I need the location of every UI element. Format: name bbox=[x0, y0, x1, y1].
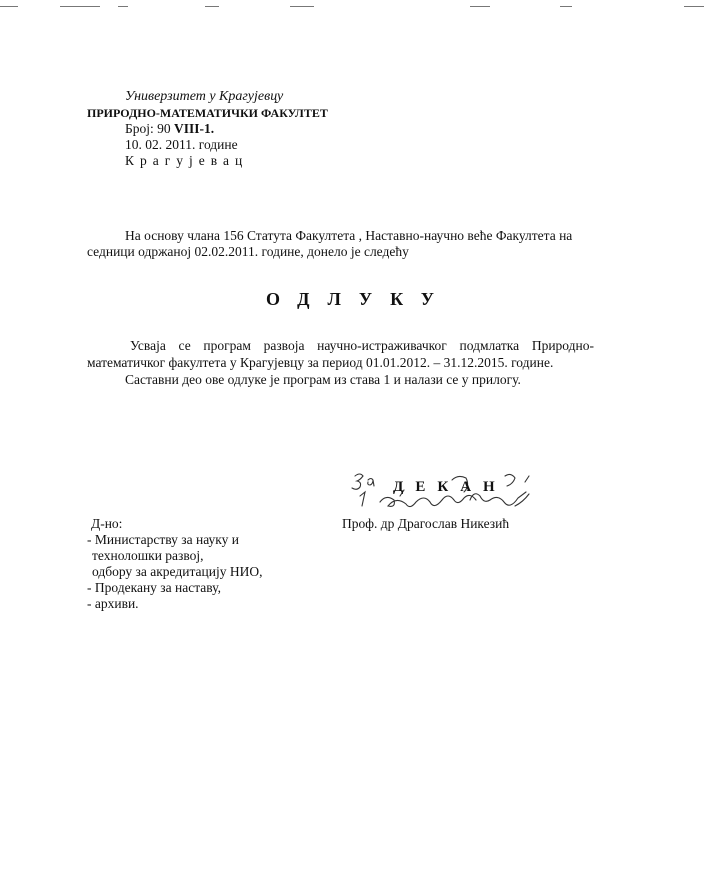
scan-artifact bbox=[205, 6, 219, 7]
preamble-line-2: седници одржаној 02.02.2011. године, донело је следећу bbox=[87, 244, 409, 259]
body-line-3: Саставни део ове одлуке је програм из става 1 и налази се у прилогу. bbox=[125, 372, 521, 387]
scan-artifact bbox=[290, 6, 314, 7]
scan-artifact bbox=[470, 6, 490, 7]
distribution-item: - архиви. bbox=[87, 596, 139, 611]
document-number-label: Број: 90 bbox=[125, 121, 175, 136]
dean-name: Проф. др Драгослав Никезић bbox=[342, 516, 510, 531]
distribution-item: технолошки развој, bbox=[92, 548, 204, 563]
scan-artifact bbox=[60, 6, 100, 7]
body-line-2: математичког факултета у Крагујевцу за период 01.01.2012. – 31.12.2015. године. bbox=[87, 355, 554, 370]
document-number-value: VIII-1. bbox=[174, 121, 215, 136]
document-city: Крагујевац bbox=[125, 153, 249, 168]
scan-artifact bbox=[0, 6, 18, 7]
faculty-name: ПРИРОДНО-МАТЕМАТИЧКИ ФАКУЛТЕТ bbox=[87, 106, 328, 120]
distribution-item: одбору за акредитацију НИО, bbox=[92, 564, 263, 579]
scan-artifact bbox=[684, 6, 704, 7]
distribution-item: - Продекану за наставу, bbox=[87, 580, 221, 595]
university-name: Универзитет у Крагујевцу bbox=[125, 89, 284, 104]
distribution-label: Д-но: bbox=[91, 516, 123, 531]
document-date: 10. 02. 2011. године bbox=[125, 137, 238, 152]
preamble-line-1: На основу члана 156 Статута Факултета , Наставно-научно веће Факултета на bbox=[125, 228, 573, 243]
document-title: ОДЛУКУ bbox=[265, 289, 452, 309]
dean-label: ДЕКАН bbox=[393, 479, 507, 495]
scan-artifact bbox=[118, 6, 128, 7]
distribution-item: - Министарству за науку и bbox=[87, 532, 239, 547]
body-line-1: Усваја се програм развоја научно-истраживачког подмлатка Природно- bbox=[130, 338, 594, 353]
document-number bbox=[125, 121, 214, 137]
scan-artifact bbox=[560, 6, 572, 7]
